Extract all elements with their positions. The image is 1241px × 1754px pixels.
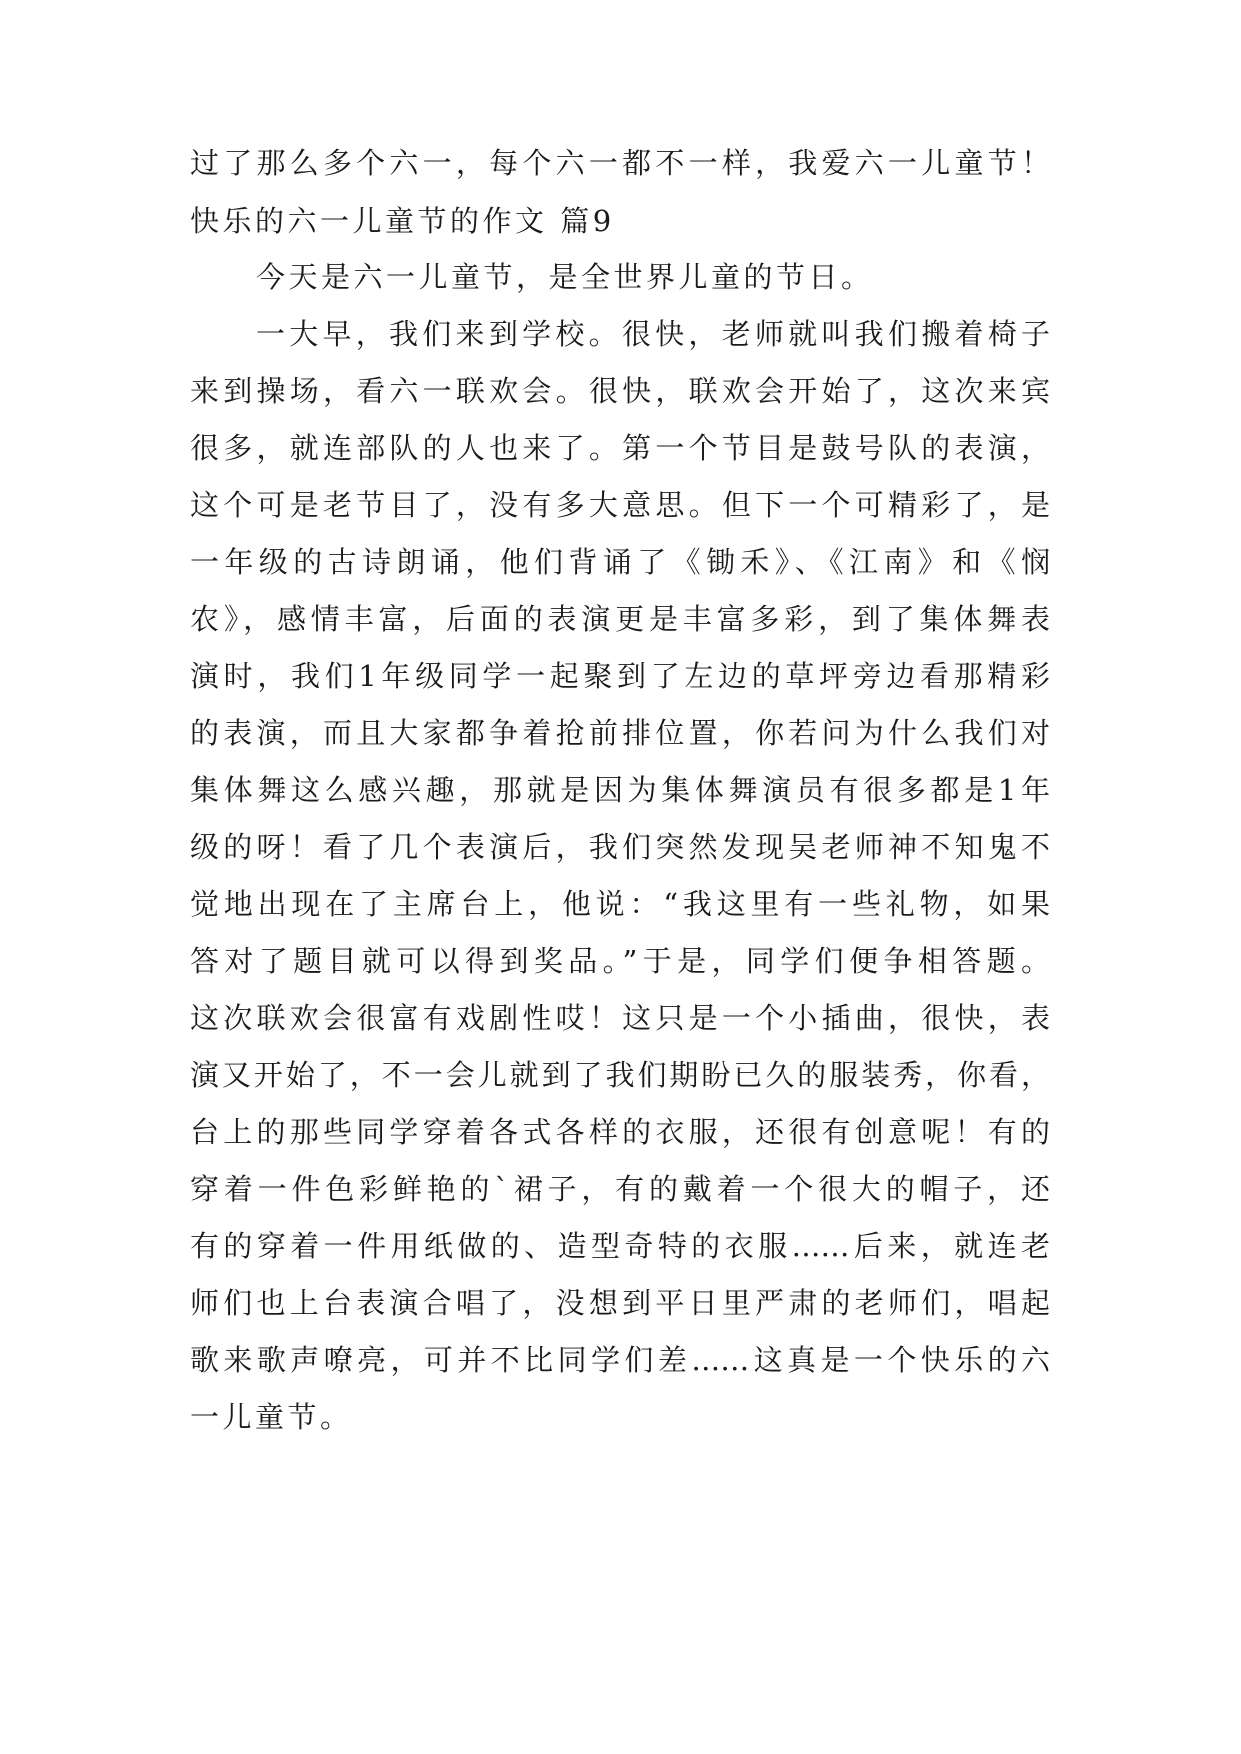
paragraph-2-line: 级的呀！看了几个表演后，我们突然发现吴老师神不知鬼不 bbox=[190, 830, 1050, 864]
paragraph-2-line: 歌来歌声嘹亮，可并不比同学们差……这真是一个快乐的六 bbox=[190, 1343, 1050, 1377]
paragraph-2-line: 一大早，我们来到学校。很快，老师就叫我们搬着椅子 bbox=[256, 317, 1050, 351]
paragraph-2-line: 来到操场，看六一联欢会。很快，联欢会开始了，这次来宾 bbox=[190, 374, 1050, 408]
paragraph-2-line: 穿着一件色彩鲜艳的`裙子，有的戴着一个很大的帽子，还 bbox=[190, 1172, 1050, 1206]
paragraph-2-line: 答对了题目就可以得到奖品。”于是，同学们便争相答题。 bbox=[190, 944, 1050, 978]
paragraph-2-line: 师们也上台表演合唱了，没想到平日里严肃的老师们，唱起 bbox=[190, 1286, 1050, 1320]
paragraph-2-line: 有的穿着一件用纸做的、造型奇特的衣服……后来，就连老 bbox=[190, 1229, 1050, 1263]
paragraph-2-line: 演又开始了，不一会儿就到了我们期盼已久的服装秀，你看， bbox=[190, 1058, 1050, 1092]
section-title: 快乐的六一儿童节的作文 篇9 bbox=[190, 204, 615, 238]
paragraph-2-line: 很多，就连部队的人也来了。第一个节目是鼓号队的表演， bbox=[190, 431, 1050, 465]
opening-line: 过了那么多个六一，每个六一都不一样，我爱六一儿童节！ bbox=[190, 146, 1050, 180]
paragraph-2-line: 的表演，而且大家都争着抢前排位置，你若问为什么我们对 bbox=[190, 716, 1050, 750]
paragraph-2-line: 这次联欢会很富有戏剧性哎！这只是一个小插曲，很快，表 bbox=[190, 1001, 1050, 1035]
paragraph-2-line: 觉地出现在了主席台上，他说：“我这里有一些礼物，如果 bbox=[190, 887, 1050, 921]
paragraph-2-line: 一儿童节。 bbox=[190, 1400, 353, 1434]
paragraph-2-line: 演时，我们1年级同学一起聚到了左边的草坪旁边看那精彩 bbox=[190, 659, 1050, 693]
paragraph-1: 今天是六一儿童节，是全世界儿童的节日。 bbox=[256, 260, 874, 294]
paragraph-2-line: 农》，感情丰富，后面的表演更是丰富多彩，到了集体舞表 bbox=[190, 602, 1050, 636]
paragraph-2-line: 台上的那些同学穿着各式各样的衣服，还很有创意呢！有的 bbox=[190, 1115, 1050, 1149]
paragraph-2-line: 集体舞这么感兴趣，那就是因为集体舞演员有很多都是1年 bbox=[190, 773, 1050, 807]
paragraph-2-line: 一年级的古诗朗诵，他们背诵了《锄禾》、《江南》和《悯 bbox=[190, 545, 1050, 579]
paragraph-2-line: 这个可是老节目了，没有多大意思。但下一个可精彩了，是 bbox=[190, 488, 1050, 522]
